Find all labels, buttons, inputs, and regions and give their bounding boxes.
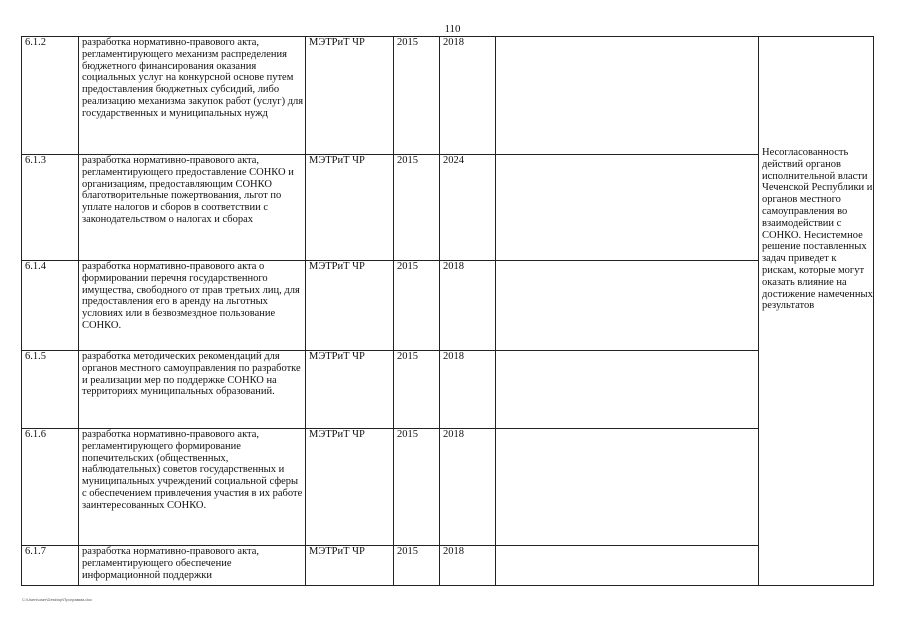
action-description: разработка нормативно-правового акта, регламентирующего предоставление СОНКО и организациям, предоставляющим СОНКО благотворительные пожертвования, льгот по уплате налогов и сборов в соответствии с законодательством о налогах и сборах (79, 155, 306, 261)
item-number: 6.1.6 (22, 429, 79, 546)
table-row (22, 429, 874, 546)
end-year: 2018 (440, 37, 496, 155)
end-year: 2024 (440, 155, 496, 261)
executor: МЭТРиТ ЧР (306, 37, 394, 155)
executor: МЭТРиТ ЧР (306, 429, 394, 546)
start-year: 2015 (394, 546, 440, 586)
action-description: разработка нормативно-правового акта, регламентирующего формирование попечительских (общественных, наблюдательных) советов государственных и муниципальных учреждений социальной сферы с обеспечением привлечения участия в их работе заинтересованных СОНКО. (79, 429, 306, 546)
action-description: разработка методических рекомендаций для органов местного самоуправления по разработке и реализации мер по поддержке СОНКО на территориях муниципальных образований. (79, 351, 306, 429)
item-number: 6.1.3 (22, 155, 79, 261)
empty-cell (496, 37, 759, 155)
start-year: 2015 (394, 351, 440, 429)
table-row (22, 351, 874, 429)
risk-cell (759, 37, 874, 586)
action-description: разработка нормативно-правового акта, регламентирующего механизм распределения бюджетного финансирования оказания социальных услуг на конкурсной основе путем предоставления бюджетных субсидий, либо реализацию механизма закупок работ (услуг) для государственных и муниципальных нужд (79, 37, 306, 155)
page-number: 110 (444, 23, 461, 35)
item-number: 6.1.4 (22, 261, 79, 351)
action-description: разработка нормативно-правового акта, регламентирующего обеспечение информационной поддержки (79, 546, 306, 586)
executor: МЭТРиТ ЧР (306, 261, 394, 351)
risk-description: Несогласованность действий органов исполнительной власти Чеченской Республики и органов местного самоуправления во взаимодействии с СОНКО. Несистемное решение поставленных задач приведет к рискам, которые могут оказать влияние на достижение намеченных результатов (762, 147, 873, 312)
table-row (22, 546, 874, 586)
empty-cell (496, 261, 759, 351)
end-year: 2018 (440, 261, 496, 351)
action-description: разработка нормативно-правового акта о формировании перечня государственного имущества, свободного от прав третьих лиц, для предоставления его в аренду на льготных условиях или в безвозмездное пользование СОНКО. (79, 261, 306, 351)
end-year: 2018 (440, 351, 496, 429)
item-number: 6.1.2 (22, 37, 79, 155)
start-year: 2015 (394, 261, 440, 351)
end-year: 2018 (440, 429, 496, 546)
start-year: 2015 (394, 155, 440, 261)
start-year: 2015 (394, 429, 440, 546)
action-plan-table (21, 36, 874, 586)
empty-cell (496, 429, 759, 546)
table-row (22, 155, 874, 261)
file-path-footer: C:\Users\user\Desktop\Программа.doc (22, 597, 92, 602)
empty-cell (496, 351, 759, 429)
executor: МЭТРиТ ЧР (306, 351, 394, 429)
end-year: 2018 (440, 546, 496, 586)
executor: МЭТРиТ ЧР (306, 546, 394, 586)
item-number: 6.1.7 (22, 546, 79, 586)
executor: МЭТРиТ ЧР (306, 155, 394, 261)
empty-cell (496, 546, 759, 586)
table-row (22, 261, 874, 351)
empty-cell (496, 155, 759, 261)
table-row (22, 37, 874, 155)
start-year: 2015 (394, 37, 440, 155)
item-number: 6.1.5 (22, 351, 79, 429)
